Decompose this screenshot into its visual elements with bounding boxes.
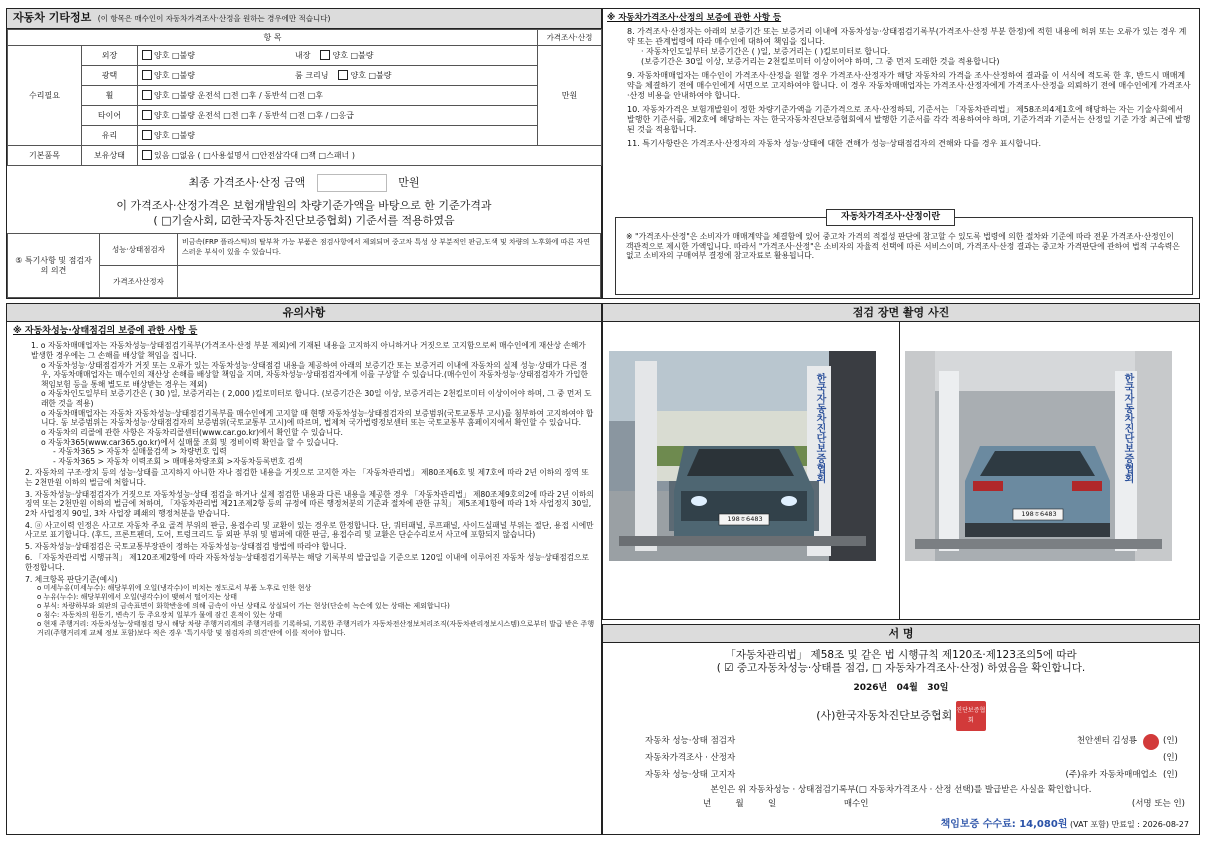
row-label: 유리 — [82, 126, 138, 146]
note-bullet-text: 자동차성능·상태점검자가 거짓 또는 오류가 있는 자동차성능·상태점검 내용을 제공하여 아래의 보증기간 또는 보증거리 이내에 자동차의 실제 성능·상태가 다른 경우, 자동차매매업자는 매수인의 재산상 손해를 배상할 책임을 지며, 자동차성능·상태점검자에게 이를 구상할 수 있습니다.(매수인이 자동차성능·상태점검자가 가입한 책임보험 등을 통해 별도로 배상받는 경우는 제외) — [41, 360, 588, 389]
row-label: 타이어 — [82, 106, 138, 126]
row-options — [138, 46, 538, 66]
guarantee-item: 8. 가격조사·산정자는 아래의 보증기간 또는 보증거리 이내에 자동차성능·상태점검기록부(가격조사·산정 부분 한정)에 적힌 내용에 허위 또는 오류가 있는 경우 계약 또는 관계법령에 따라 매수인에 대하여 책임을 집니다. — [627, 26, 1187, 46]
buyer-date-label: 년 월 일 매수인 — [703, 799, 869, 810]
row-options — [138, 66, 538, 86]
option-text: 양호 □불량 — [154, 71, 196, 80]
signer-label: 자동차가격조사 · 산정자 — [645, 752, 736, 763]
col-header-items: 항 목 — [8, 30, 538, 46]
criteria-item: o 누유(누수): 해당부위에서 오일(냉각수)이 맺혀서 떨어지는 상태 — [37, 593, 237, 602]
rear-plate: 198ㅎ6483 — [1021, 510, 1057, 518]
checkbox[interactable] — [320, 50, 330, 60]
note-bullet-text: 자동차매매업자는 자동차성능·상태점검기록부(가격조사·산정 부분 제외)에 기재된 내용을 고지하지 아니하거나 거짓으로 고지함으로써 매수인에게 재산상 손해가 발생한 경우에는 그 손해를 배상할 책임을 집니다. — [31, 341, 586, 360]
standard-line-1: 이 가격조사·산정가격은 보험개발원의 차량기준가액을 바탕으로 한 기준가격과 — [116, 199, 492, 212]
basic-label: 기본품목 — [8, 146, 82, 166]
note-bullet: o 자동차365(www.car365.go.kr)에서 실매물 조회 및 정비이력 확인을 할 수 있습니다. — [41, 437, 339, 447]
signer-tail: (인) — [1163, 769, 1178, 780]
signature-date: 2026년 04월 30일 — [853, 683, 949, 694]
signature-org-line — [603, 701, 1199, 731]
guarantee-item: (보증기간은 30일 이상, 보증거리는 2천킬로미터 이상이어야 하며, 그 중 먼저 도래한 것을 적용합니다) — [641, 56, 1000, 66]
definition-text: ※ "가격조사·산정"은 소비자가 매매계약을 체결함에 있어 중고차 가격의 적절성 판단에 참고할 수 있도록 법령에 의한 절차와 기준에 따라 전문 가격조사·산정인이 객관적으로 제시한 가액입니다. 따라서 "가격조사·산정"은 소비자의 자율적 선택에 따른 서비스이며, 가격조사·산정 결과는 중고차 가격판단에 관하여 법적 구속력은 없고 소비자의 구매여부 결정에 참고자료로 활용됩니다. — [626, 232, 1180, 261]
final-label: 최종 가격조사·산정 금액 — [188, 176, 306, 189]
notes-header: 유의사항 — [7, 304, 601, 322]
panel-title: 자동차 기타정보 — [13, 11, 92, 24]
criteria-text: 누유(누수): 해당부위에서 오일(냉각수)이 맺혀서 떨어지는 상태 — [43, 593, 237, 602]
confirm-text: 본인은 위 자동차성능 · 상태점검기록부(□ 자동차가격조사 · 산정 선택)를 발급받은 사실을 확인합니다. — [710, 784, 1092, 795]
signer-row — [603, 750, 1199, 767]
note-item: 3. 자동차성능·상태점검자가 거짓으로 자동차성능·상태 점검을 하거나 실제 점검한 내용과 다른 내용을 제공한 경우 「자동차관리법」 제80조제9호의2에 따라 2년 이하의 징역 또는 2천만원 이하의 벌금에 처하며, 「자동차관리법 제21조제2항 등의 규정에 따른 행정처분의 기준과 절차에 관한 규칙」 제5조제1항에 따라 1차 사업정지 30일, 2차 사업정지 90일, 3차 사업장 폐쇄의 행정처분을 받습니다. — [25, 489, 594, 518]
checkbox[interactable] — [142, 130, 152, 140]
special-label: ⑤ 특기사항 및 점검자의 의견 — [8, 234, 100, 298]
option-text: 양호 □불량 — [154, 51, 196, 60]
notes-panel — [6, 303, 602, 835]
guarantee-item: 9. 자동차매매업자는 매수인이 가격조사·산정을 원할 경우 가격조사·산정자가 해당 자동차의 가격을 조사·산정하여 결과를 이 서식에 적도록 한 후, 반드시 매매계약을 체결하기 전에 매수인에게 서면으로 고지하여야 합니다. 이 경우 자동차매매업자는 가격조사·산정자에게 가격조사·산정을 의뢰하기 전에 매수인에게 가격조사·산정 비용을 안내하여야 합니다. — [627, 70, 1191, 100]
rear-photo — [905, 351, 1172, 561]
note-item: 7. 체크항목 판단기준(예시) — [25, 574, 118, 584]
fee-note: (VAT 포함) — [1070, 819, 1109, 829]
signer-row — [603, 767, 1199, 784]
row-label-2: 룸 크리닝 — [295, 71, 329, 80]
basic-sub: 보유상태 — [82, 146, 138, 166]
signer-tail: (인) — [1163, 735, 1178, 746]
checkbox[interactable] — [142, 50, 152, 60]
standard-line-2: ( □기술사회, ☑한국자동차진단보증협회) 기준서를 적용하였음 — [153, 214, 455, 227]
row-label-2: 내장 — [295, 51, 311, 60]
price-cell: 만원 — [538, 46, 602, 146]
expire-date: 만료일 : 2026-08-27 — [1111, 819, 1189, 829]
signer-row — [603, 733, 1199, 750]
note-bullet-text: 자동차인도일부터 보증기간은 ( 30 )일, 보증거리는 ( 2,000 )킬로미터로 합니다. (보증기간은 30일 이상, 보증거리는 2천킬로미터 이상이어야 하며, 그 중 먼저 도래한 것을 적용) — [41, 389, 592, 408]
special-sub-2: 가격조사산정자 — [100, 266, 178, 298]
front-plate: 198ㅎ6483 — [727, 515, 763, 523]
criteria-item: o 미세누유(미세누수): 해당부위에 오일(냉각수)이 비치는 정도로서 부품 노후로 인한 현상 — [37, 584, 312, 593]
note-bullet: 1. o 자동차매매업자는 자동차성능·상태점검기록부(가격조사·산정 부분 제외)에 기재된 내용을 고지하지 아니하거나 거짓으로 고지함으로써 매수인에게 재산상 손해가 발생한 경우에는 그 손해를 배상할 책임을 집니다. — [31, 341, 586, 360]
final-price-input[interactable] — [317, 174, 387, 192]
note-bullet: o 자동차매매업자는 자동차 자동차성능·상태점검기록부를 매수인에게 고지할 때 현행 자동차성능·상태점검자의 보증범위(국토교통부 고시)를 첨부하여 고지하여야 합니다. 동 보증범위는 자동차성능·상태점검자의 보증범위(국토교통부 고시)에 따르며, 법제처 국가법령정보센터 또는 국토교통부 홈페이지에서 확인할 수 있습니다. — [41, 408, 594, 428]
buyer-sign-tail: (서명 또는 인) — [1131, 799, 1185, 810]
seal-text: 진단보증협회 — [956, 706, 986, 724]
note-sub: - 자동차365 > 자동차 이력조회 > 매매용차량조회 >자동차등록번호 검색 — [53, 456, 303, 466]
special-text-1: 비금속(FRP 플라스틱)의 탈부착 가능 부품은 점검사항에서 제외되며 중고차 특성 상 부분적인 판금,도색 및 차량의 노후화에 따른 자연스러운 부식이 있을 수 있습니다. — [178, 234, 601, 266]
panel-title-note: (이 항목은 매수인이 자동차가격조사·산정을 원하는 경우에만 적습니다) — [97, 14, 331, 23]
definition-box — [615, 212, 1193, 295]
criteria-item: o 부식: 차량하부와 외판의 금속표면이 화학반응에 의해 금속이 아닌 상태로 상실되어 가는 현상(단순히 녹슨에 있는 상태는 제외합니다) — [37, 602, 450, 611]
buyer-line — [603, 799, 1199, 810]
note-item: 2. 자동차의 구조·장치 등의 성능·상태를 고지하지 아니한 자나 점검한 내용을 거짓으로 고지한 자는 「자동차관리법」 제80조제6호 및 제7호에 따라 2년 이하의 징역 또는 2천만원 이하의 벌금에 처합니다. — [25, 468, 589, 487]
row-options — [138, 86, 538, 106]
special-sub-1: 성능·상태점검자 — [100, 234, 178, 266]
criteria-item: o 현재 주행거리: 자동차성능·상태점검 당시 해당 차량 주행거리계의 주행거리를 기록하되, 기록한 주행거리가 자동차전산정보처리조직(자동차관리정보시스템)으로부터 발급 받은 주행거리(주행거리계 교체 정보 포함)보다 적은 경우 '특기사항 및 점검자의 의견'란에 이를 적어야 합니다. — [37, 620, 595, 638]
option-text: 있음 □없음 ( □사용설명서 □안전삼각대 □잭 □스패너 ) — [154, 151, 355, 160]
inspector-seal — [1143, 734, 1159, 750]
signature-org: (사)한국자동차진단보증협회 — [816, 708, 953, 722]
option-text: 양호 □불량 운전석 □전 □후 / 동반석 □전 □후 / □응급 — [154, 111, 354, 120]
standard-text — [7, 198, 601, 228]
price-guarantee-panel — [602, 8, 1200, 299]
special-text-2[interactable] — [178, 266, 601, 298]
criteria-text: 침수: 자동차의 원동기, 변속기 등 주요장치 일부가 물에 잠긴 흔적이 있는 상태 — [43, 611, 283, 620]
row-options — [138, 106, 538, 126]
photo-divider — [899, 322, 900, 620]
criteria-text: 미세누유(미세누수): 해당부위에 오일(냉각수)이 비치는 정도로서 부품 노후로 인한 현상 — [43, 584, 312, 593]
signer-label: 자동차 성능·상태 점검자 — [645, 735, 736, 746]
notes-section-title: ※ 자동차성능·상태점검의 보증에 관한 사항 등 — [13, 326, 198, 336]
option-text: 양호 □불량 운전석 □전 □후 / 동반석 □전 □후 — [154, 91, 324, 100]
option-text: 양호 □불량 — [332, 51, 374, 60]
signer-label: 자동차 성능·상태 고지자 — [645, 769, 736, 780]
criteria-list — [25, 584, 595, 638]
signer-rows — [603, 733, 1199, 784]
option-text: 양호 □불량 — [350, 71, 392, 80]
checkbox[interactable] — [142, 150, 152, 160]
guarantee-item: · 자동차인도일부터 보증기간은 ( )일, 보증거리는 ( )킬로미터로 합니다. — [641, 46, 891, 56]
row-label: 외장 — [82, 46, 138, 66]
option-text: 양호 □불량 — [154, 131, 196, 140]
note-bullet-text: 자동차매매업자는 자동차 자동차성능·상태점검기록부를 매수인에게 고지할 때 현행 자동차성능·상태점검자의 보증범위(국토교통부 고시)를 첨부하여 고지하여야 합니다. 동 보증범위는 자동차성능·상태점검자의 보증범위(국토교통부 고시)에 따르며, 법제처 국가법령정보센터 또는 국토교통부 홈페이지에서 확인할 수 있습니다. — [41, 408, 594, 428]
note-bullet-text: 자동차의 리콜에 관한 사항은 자동차리콜센터(www.car.go.kr)에서 확인할 수 있습니다. — [48, 427, 344, 437]
signature-line-1: 「자동차관리법」 제58조 및 같은 법 시행규칙 제120조·제123조의5에 따라 — [725, 649, 1077, 661]
row-label: 광택 — [82, 66, 138, 86]
note-bullet: o 자동차의 리콜에 관한 사항은 자동차리콜센터(www.car.go.kr)에서 확인할 수 있습니다. — [41, 427, 344, 437]
criteria-item: o 침수: 자동차의 원동기, 변속기 등 주요장치 일부가 물에 잠긴 흔적이 있는 상태 — [37, 611, 283, 620]
panel-title-bar — [7, 9, 601, 29]
vehicle-other-info-panel — [6, 8, 602, 299]
signer-value: 천안센터 김성룡 — [1076, 735, 1137, 746]
row-label: 휠 — [82, 86, 138, 106]
signer-tail: (인) — [1163, 752, 1178, 763]
row-options — [138, 126, 538, 146]
checkbox[interactable] — [338, 70, 348, 80]
checkbox[interactable] — [142, 90, 152, 100]
front-car-image — [609, 351, 876, 561]
photos-header: 점검 장면 촬영 사진 — [603, 304, 1199, 322]
guarantee-title: ※ 자동차가격조사·산정의 보증에 관한 사항 등 — [607, 13, 782, 23]
association-seal — [956, 701, 986, 731]
criteria-text: 현재 주행거리: 자동차성능·상태점검 당시 해당 차량 주행거리계의 주행거리를 기록하되, 기록한 주행거리가 자동차전산정보처리조직(자동차관리정보시스템)으로부터 발급 받은 주행거리(주행거리계 교체 정보 포함)보다 적은 경우 '특기사항 및 점검자의 의견'란에 이를 적어야 합니다. — [37, 620, 595, 638]
note-item: 5. 자동차성능·상태점검은 국토교통부장관이 정하는 자동차성능·상태점검 방법에 따라야 합니다. — [25, 541, 347, 551]
note-bullet: o 자동차인도일부터 보증기간은 ( 30 )일, 보증거리는 ( 2,000 )킬로미터로 합니다. (보증기간은 30일 이상, 보증거리는 2천킬로미터 이상이어야 하며, 그 중 먼저 도래한 것을 적용) — [41, 389, 592, 408]
note-bullet-text: 자동차365(www.car365.go.kr)에서 실매물 조회 및 정비이력 확인을 할 수 있습니다. — [48, 437, 339, 447]
special-table — [7, 233, 601, 298]
checkbox[interactable] — [142, 70, 152, 80]
col-header-price: 가격조사·산정 — [538, 30, 602, 46]
front-banner-text: 한국자동차진단보증협회 — [814, 373, 825, 483]
signer-value — [785, 750, 1163, 767]
rear-banner-text: 한국자동차진단보증협회 — [1122, 373, 1133, 483]
criteria-text: 부식: 차량하부와 외판의 금속표면이 화학반응에 의해 금속이 아닌 상태로 상실되어 가는 현상(단순히 녹슨에 있는 상태는 제외합니다) — [43, 602, 450, 611]
signature-panel — [602, 624, 1200, 835]
repair-label: 수리필요 — [8, 46, 82, 146]
signature-line-2: ( ☑ 중고자동차성능·상태를 점검, □ 자동차가격조사·산정) 하였음을 확인합니다. — [716, 662, 1086, 675]
notes-body — [7, 341, 601, 638]
checkbox[interactable] — [142, 110, 152, 120]
note-item-1 — [31, 341, 595, 466]
repair-table — [7, 29, 602, 166]
note-item: 6. 「자동차관리법 시행규칙」 제120조제2항에 따라 자동차성능·상태점검기록부는 해당 기록부의 발급일을 기준으로 120일 이내에 이루어진 자동차 성능·상태점검으로 한정합니다. — [25, 553, 589, 572]
signature-header: 서 명 — [603, 625, 1199, 643]
front-photo — [609, 351, 876, 561]
basic-options — [138, 146, 602, 166]
fee-line — [941, 819, 1189, 832]
guarantee-item: 10. 자동차가격은 보험개발원이 정한 차량기준가액을 기준가격으로 조사·산정하되, 기준서는 「자동차관리법」 제58조의4제1호에 해당하는 자는 기술사회에서 발행한 기준서를, 제2호에 해당하는 자는 한국자동차진단보증협회에서 발행한 기준서를 각각 적용하여야 하며, 기준가격과 기준서는 산정일 기준 가장 최근에 발행된 것을 적용합니다. — [627, 104, 1191, 134]
definition-title: 자동차가격조사·산정이란 — [826, 209, 955, 226]
fee-amount: 책임보증 수수료: 14,080원 — [940, 818, 1068, 830]
note-sub: - 자동차365 > 자동차 실매물검색 > 차량번호 입력 — [53, 447, 227, 457]
guarantee-item: 11. 특기사항란은 가격조사·산정자의 자동차 성능·상태에 대한 견해가 성능·상태점검자의 견해와 다를 경우 표시합니다. — [627, 138, 1042, 148]
signer-value: (주)유카 자동차매매업소 — [1065, 769, 1157, 780]
final-price-line — [7, 174, 601, 192]
note-bullet: o 자동차성능·상태점검자가 거짓 또는 오류가 있는 자동차성능·상태점검 내용을 제공하여 아래의 보증기간 또는 보증거리 이내에 자동차의 실제 성능·상태가 다른 경우, 자동차매매업자는 매수인의 재산상 손해를 배상할 책임을 지며, 자동차성능·상태점검자에게 이를 구상할 수 있습니다.(매수인이 자동차성능·상태점검자가 가입한 책임보험 등을 통해 별도로 배상받는 경우는 제외) — [41, 360, 588, 389]
final-unit: 만원 — [398, 176, 420, 189]
note-item: 4. ⓐ 사고이력 인정은 사고로 자동차 주요 골격 부위의 판금, 용접수리 및 교환이 있는 경우로 한정합니다. 단, 쿼터패널, 루프패널, 사이드실패널 부위는 절단, 용접 시에만 사고로 표기합니다. (후드, 프론트펜더, 도어, 트렁크리드 등 외판 부위 및 범퍼에 대한 판금, 용접수리 및 교환은 단순수리로서 사고에 포함되지 않습니다) — [25, 520, 594, 540]
